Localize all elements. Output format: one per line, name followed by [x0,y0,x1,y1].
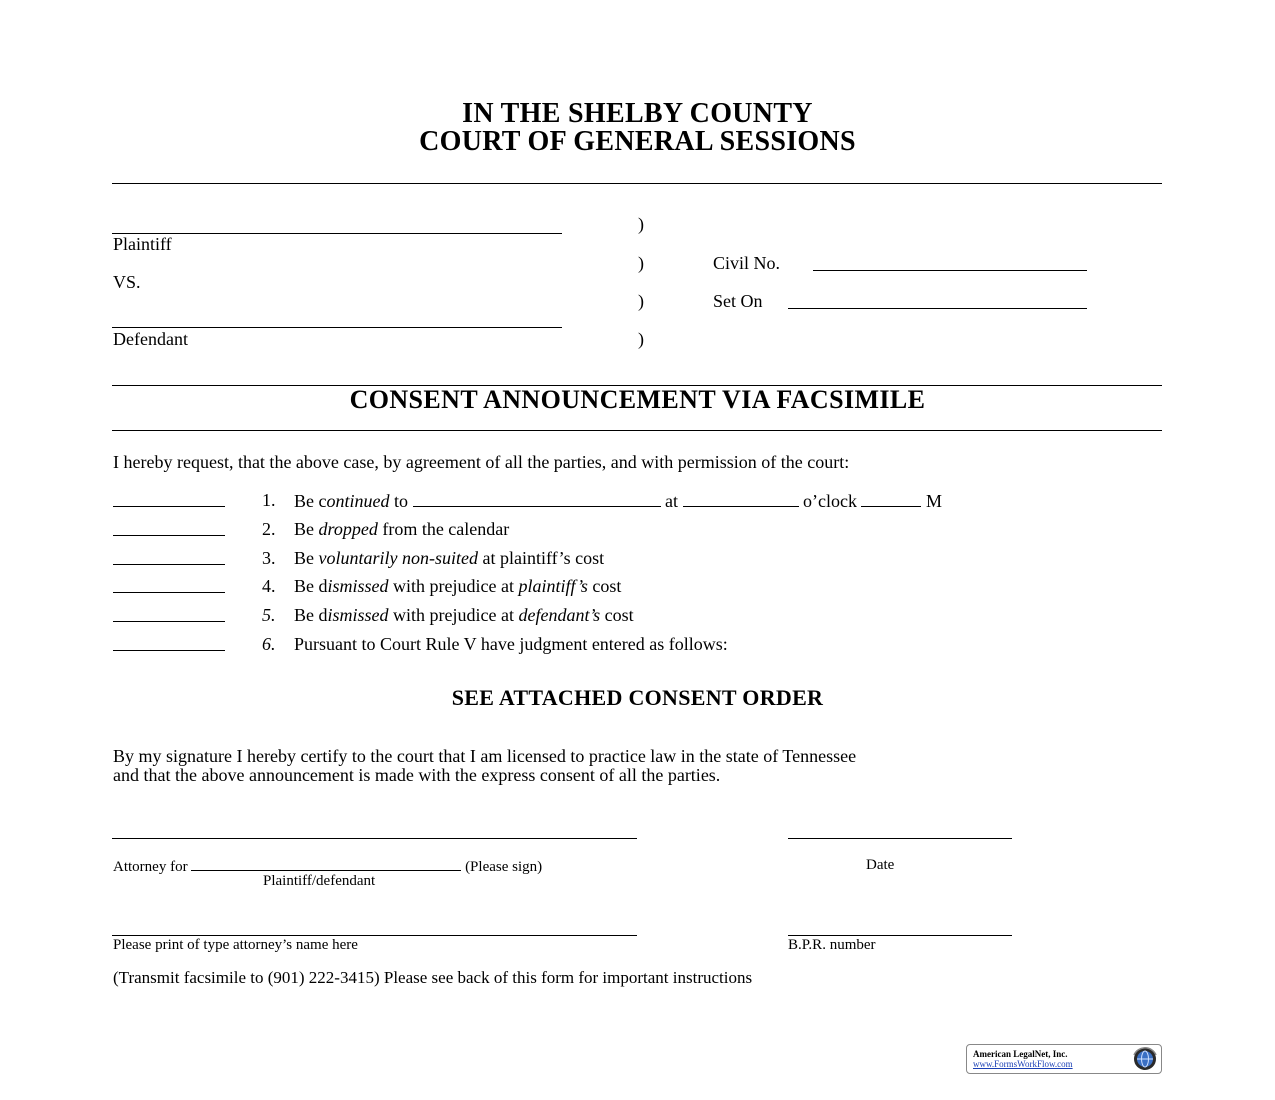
continued-to-date-field[interactable] [413,490,661,507]
civil-no-label: Civil No. [713,253,781,273]
certification-line1: By my signature I hereby certify to the court that I am licensed to practice law in the state of Tennessee [113,746,857,766]
logo-url-link[interactable]: www.FormsWorkFlow.com [973,1059,1073,1069]
item-4-number: 4. [262,576,276,596]
item-2-text: Be dropped from the calendar [294,519,510,539]
item-5-checkbox-line[interactable] [113,621,225,622]
item-1-checkbox-line[interactable] [113,506,225,507]
attorney-for-label: Attorney for (Please sign) [113,859,543,875]
globe-icon [1131,1046,1159,1072]
court-title-line2: COURT OF GENERAL SESSIONS [419,126,856,157]
attorney-for-party-field[interactable] [191,857,461,871]
caption-paren: ) [638,214,644,234]
print-name-label: Please print of type attorney’s name here [113,937,358,953]
date-label: Date [866,857,895,873]
continued-time-field[interactable] [683,490,799,507]
item-1-number: 1. [262,490,276,510]
am-pm-field[interactable] [861,490,921,507]
court-title-line1: IN THE SHELBY COUNTY [462,98,813,129]
item-6-text: Pursuant to Court Rule V have judgment entered as follows: [294,634,728,654]
attorney-printed-name-field[interactable] [112,935,637,936]
certification-line2: and that the above announcement is made with the express consent of all the parties. [113,765,721,785]
item-5-number: 5. [262,605,276,625]
vs-label: VS. [113,272,141,292]
attached-order-heading: SEE ATTACHED CONSENT ORDER [451,685,824,710]
form-title: CONSENT ANNOUNCEMENT VIA FACSIMILE [349,385,926,414]
header-rule [112,183,1162,184]
item-6-checkbox-line[interactable] [113,650,225,651]
item-1-text: Be continued to at o’clock M [294,491,942,511]
set-on-label: Set On [713,291,763,311]
bpr-number-field[interactable] [788,935,1012,936]
logo-company-name: American LegalNet, Inc. [973,1049,1068,1059]
item-3-checkbox-line[interactable] [113,564,225,565]
caption-paren: ) [638,253,644,273]
american-legalnet-logo [966,1044,1162,1074]
caption-paren: ) [638,291,644,311]
fax-instructions: (Transmit facsimile to (901) 222-3415) Please see back of this form for important instructions [113,968,753,987]
item-4-checkbox-line[interactable] [113,592,225,593]
caption-paren: ) [638,329,644,349]
date-field[interactable] [788,838,1012,839]
set-on-field[interactable] [788,308,1087,309]
defendant-name-field[interactable] [112,327,562,328]
plaintiff-name-field[interactable] [112,233,562,234]
item-5-text: Be dismissed with prejudice at defendant’s cost [294,605,634,625]
plaintiff-defendant-label: Plaintiff/defendant [263,873,376,889]
item-2-number: 2. [262,519,276,539]
plaintiff-label: Plaintiff [113,234,172,254]
item-3-number: 3. [262,548,276,568]
item-4-text: Be dismissed with prejudice at plaintiff’s cost [294,576,622,596]
item-2-checkbox-line[interactable] [113,535,225,536]
defendant-label: Defendant [113,329,188,349]
bpr-label: B.P.R. number [788,937,876,953]
attorney-signature-field[interactable] [112,838,637,839]
item-3-text: Be voluntarily non-suited at plaintiff’s cost [294,548,605,568]
item-6-number: 6. [262,634,276,654]
title-rule-bottom [112,430,1162,431]
civil-no-field[interactable] [813,270,1087,271]
request-text: I hereby request, that the above case, by agreement of all the parties, and with permission of the court: [113,452,850,472]
